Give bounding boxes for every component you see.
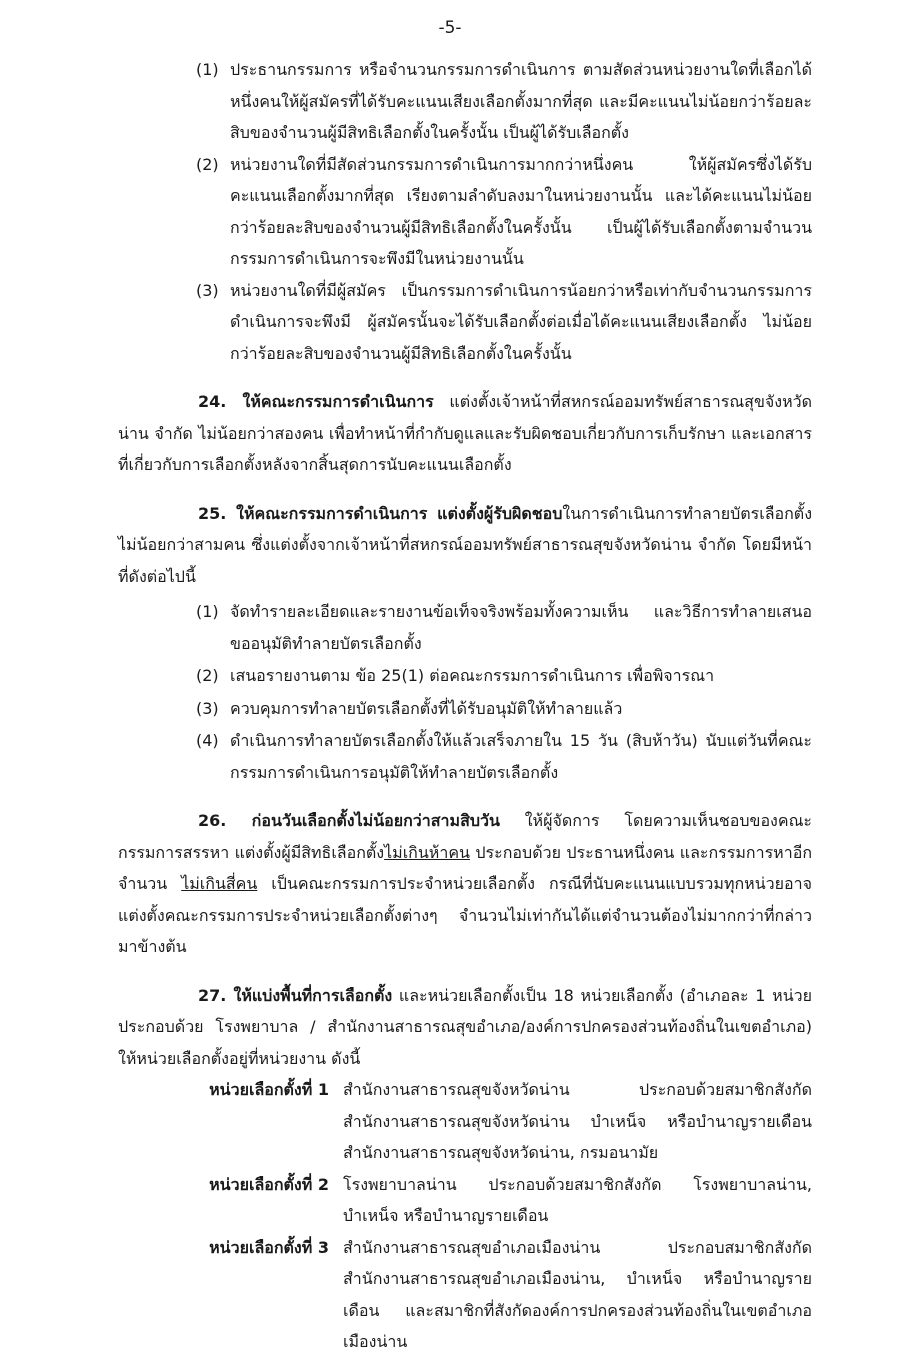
list-item xyxy=(118,596,812,659)
list-item xyxy=(118,275,812,370)
clause-26-text-part1: ให้ผู้จัดการ โดยความเห็นชอบของคณะกรรมการสรรหา แต่งตั้งผู้มีสิทธิเลือกตั้ง xyxy=(118,811,812,862)
election-units-list xyxy=(118,1074,812,1358)
item-text: ประธานกรรมการ หรือจำนวนกรรมการดำเนินการ ตามสัดส่วนหน่วยงานใดที่เลือกได้หนึ่งคนให้ผู้สมัครที่ได้รับคะแนนเสียงเลือกตั้งมากที่สุด และมีคะแนนไม่น้อยกว่าร้อยละสิบของจำนวนผู้มีสิทธิเลือกตั้งในครั้งนั้น เป็นผู้ได้รับเลือกตั้ง xyxy=(230,60,812,142)
unit-label: หน่วยเลือกตั้งที่ 2 xyxy=(209,1174,329,1194)
item-number: (1) xyxy=(196,602,219,621)
clause-24-text: แต่งตั้งเจ้าหน้าที่สหกรณ์ออมทรัพย์สาธารณสุขจังหวัดน่าน จำกัด ไม่น้อยกว่าสองคน เพื่อทำหน้าที่กำกับดูแลและรับผิดชอบเกี่ยวกับการเก็บรักษา และเอกสารที่เกี่ยวกับการเลือกตั้งหลังจากสิ้นสุดการนับคะแนนเลือกตั้ง xyxy=(118,392,812,474)
election-unit xyxy=(118,1074,812,1169)
clause-26-underlined-1: ไม่เกินห้าคน xyxy=(384,842,470,862)
election-result-list xyxy=(118,54,812,369)
document-body xyxy=(118,54,812,1358)
list-item xyxy=(118,693,812,725)
item-number: (4) xyxy=(196,731,219,750)
item-number: (2) xyxy=(196,666,219,685)
clause-25 xyxy=(118,498,812,593)
item-text: ดำเนินการทำลายบัตรเลือกตั้งให้แล้วเสร็จภายใน 15 วัน (สิบห้าวัน) นับแต่วันที่คณะกรรมการดำเนินการอนุมัติให้ทำลายบัตรเลือกตั้ง xyxy=(230,731,812,782)
clause-25-heading: 25. ให้คณะกรรมการดำเนินการ แต่งตั้งผู้รับผิดชอบ xyxy=(198,503,563,523)
clause-24-heading: 24. ให้คณะกรรมการดำเนินการ xyxy=(198,392,434,411)
unit-description: สำนักงานสาธารณสุขจังหวัดน่าน ประกอบด้วยสมาชิกสังกัดสำนักงานสาธารณสุขจังหวัดน่าน บำเหน็จ หรือบำนาญรายเดือน สำนักงานสาธารณสุขจังหวัดน่าน, กรมอนามัย xyxy=(343,1080,812,1162)
clause-26-heading: 26. ก่อนวันเลือกตั้งไม่น้อยกว่าสามสิบวัน xyxy=(198,811,500,830)
clause-24 xyxy=(118,386,812,481)
item-number: (1) xyxy=(196,60,219,79)
clause-26-text-part2: ประกอบด้วย ประธานหนึ่งคน และกรรมการหาอีกจำนวน xyxy=(118,842,813,893)
list-item xyxy=(118,725,812,788)
unit-description: สำนักงานสาธารณสุขอำเภอเมืองน่าน ประกอบสมาชิกสังกัดสำนักงานสาธารณสุขอำเภอเมืองน่าน, บำเหน็จ หรือบำนาญรายเดือน และสมาชิกที่สังกัดองค์การปกครองส่วนท้องถิ่นในเขตอำเภอเมืองน่าน xyxy=(343,1237,812,1351)
page-number: -5- xyxy=(438,18,462,38)
election-unit xyxy=(118,1169,812,1232)
clause-25-duties-list xyxy=(118,596,812,788)
clause-26-text-part3: เป็นคณะกรรมการประจำหน่วยเลือกตั้ง กรณีที่นับคะแนนแบบรวมทุกหน่วยอาจแต่งตั้งคณะกรรมการประจำหน่วยเลือกตั้งต่างๆ จำนวนไม่เท่ากันได้แต่จำนวนต้องไม่มากกว่าที่กล่าวมาข้างต้น xyxy=(118,874,812,956)
list-item xyxy=(118,660,812,692)
item-text: ควบคุมการทำลายบัตรเลือกตั้งที่ได้รับอนุมัติให้ทำลายแล้ว xyxy=(230,698,623,718)
item-number: (3) xyxy=(196,698,219,718)
item-text: เสนอรายงานตาม ข้อ 25(1) ต่อคณะกรรมการดำเนินการ เพื่อพิจารณา xyxy=(230,666,715,685)
clause-25-text: ในการดำเนินการทำลายบัตรเลือกตั้งไม่น้อยกว่าสามคน ซึ่งแต่งตั้งจากเจ้าหน้าที่สหกรณ์ออมทรัพย์สาธารณสุขจังหวัดน่าน จำกัด โดยมีหน้าที่ดังต่อไปนี้ xyxy=(118,503,812,586)
item-number: (2) xyxy=(196,154,219,174)
unit-description: โรงพยาบาลน่าน ประกอบด้วยสมาชิกสังกัด โรงพยาบาลน่าน, บำเหน็จ หรือบำนาญรายเดือน xyxy=(343,1174,812,1225)
unit-label: หน่วยเลือกตั้งที่ 3 xyxy=(209,1237,329,1257)
clause-27-text: และหน่วยเลือกตั้งเป็น 18 หน่วยเลือกตั้ง (อำเภอละ 1 หน่วย ประกอบด้วย โรงพยาบาล / สำนักงานสาธารณสุขอำเภอ/องค์การปกครองส่วนท้องถิ่นในเขตอำเภอ) ให้หน่วยเลือกตั้งอยู่ที่หน่วยงาน ดังนี้ xyxy=(118,985,813,1068)
item-number: (3) xyxy=(196,280,219,300)
item-text: หน่วยงานใดที่มีสัดส่วนกรรมการดำเนินการมากกว่าหนึ่งคน ให้ผู้สมัครซึ่งได้รับคะแนนเลือกตั้งมากที่สุด เรียงตามลำดับลงมาในหน่วยงานนั้น และได้คะแนนไม่น้อยกว่าร้อยละสิบของจำนวนผู้มีสิทธิเลือกตั้งในครั้งนั้น เป็นผู้ได้รับเลือกตั้งตามจำนวนกรรมการดำเนินการจะพึงมีในหน่วยงานนั้น xyxy=(230,154,812,268)
unit-label: หน่วยเลือกตั้งที่ 1 xyxy=(209,1080,329,1099)
item-text: จัดทำรายละเอียดและรายงานข้อเท็จจริงพร้อมทั้งความเห็น และวิธีการทำลายเสนอขออนุมัติทำลายบัตรเลือกตั้ง xyxy=(230,602,812,653)
clause-26-underlined-2: ไม่เกินสี่คน xyxy=(181,874,258,893)
clause-27 xyxy=(118,980,812,1075)
list-item xyxy=(118,54,812,149)
election-unit xyxy=(118,1232,812,1358)
clause-26 xyxy=(118,805,812,963)
item-text: หน่วยงานใดที่มีผู้สมัคร เป็นกรรมการดำเนินการน้อยกว่าหรือเท่ากับจำนวนกรรมการดำเนินการจะพึงมี ผู้สมัครนั้นจะได้รับเลือกตั้งต่อเมื่อได้คะแนนเสียงเลือกตั้ง ไม่น้อยกว่าร้อยละสิบของจำนวนผู้มีสิทธิเลือกตั้งในครั้งนั้น xyxy=(230,280,812,363)
list-item xyxy=(118,149,812,275)
clause-27-heading: 27. ให้แบ่งพื้นที่การเลือกตั้ง xyxy=(198,985,393,1005)
